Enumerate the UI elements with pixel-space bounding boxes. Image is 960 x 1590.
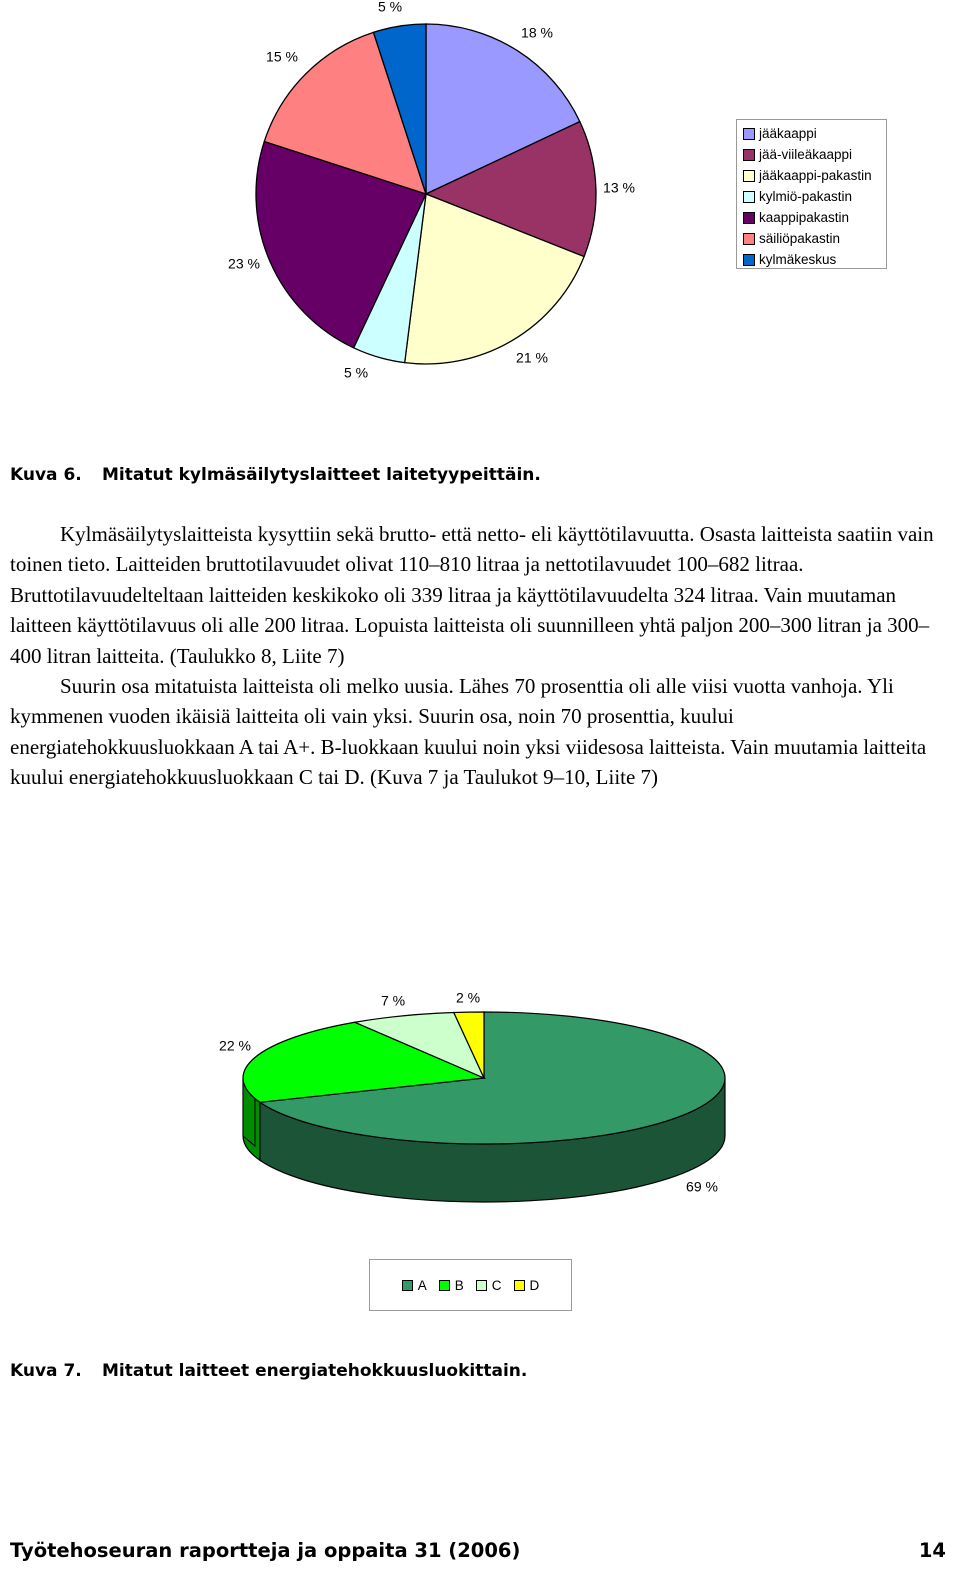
figure7-caption <box>10 1361 527 1381</box>
figure7-caption-number: Kuva 7. <box>10 1361 82 1381</box>
figure6-caption-text: Mitatut kylmäsäilytyslaitteet laitetyypeittäin. <box>102 465 541 485</box>
legend-label: jääkaappi-pakastin <box>759 168 872 183</box>
device-type-legend <box>736 119 887 269</box>
pie-data-label: 18 % <box>521 24 553 41</box>
pie-data-label: 13 % <box>603 179 635 196</box>
legend-label: D <box>529 1277 540 1293</box>
pie-data-label: 5 % <box>343 364 369 381</box>
legend-swatch <box>743 128 755 140</box>
legend-swatch <box>402 1280 413 1291</box>
legend-swatch <box>743 254 755 266</box>
legend-label: jääkaappi <box>759 126 817 141</box>
legend-label: kaappipakastin <box>759 210 850 225</box>
legend-item <box>743 165 886 186</box>
page-footer <box>10 1539 946 1562</box>
body-paragraph-1: Kylmäsäilytyslaitteista kysyttiin sekä brutto- että netto- eli käyttötilavuutta. Osasta laitteista saatiin vain toinen tieto. Laitteiden bruttotilavuudet olivat 110–810 litraa ja nettotilavuudet 100–682 litraa. Bruttotilavuudelteltaan laitteiden keskikoko oli 339 litraa ja käyttötilavuudelta 324 litraa. Vain muutaman laitteen käyttötilavuus oli alle 200 litraa. Lopuista laitteista oli suunnilleen yhtä paljon 200–300 litran ja 300–400 litran laitteita. (Taulukko 8, Liite 7) <box>10 522 934 668</box>
legend-swatch <box>514 1280 525 1291</box>
energy-class-legend <box>369 1259 572 1311</box>
legend-item <box>743 228 886 249</box>
pie-data-label: 21 % <box>516 349 548 366</box>
legend-swatch <box>743 233 755 245</box>
body-text <box>10 519 940 793</box>
pie3d-data-label: 22 % <box>219 1037 251 1054</box>
legend-label: jää-viileäkaappi <box>759 147 853 162</box>
legend-item <box>743 207 886 228</box>
energy-class-3d-pie-chart <box>0 970 960 1230</box>
pie-data-label: 5 % <box>377 0 403 15</box>
legend-item <box>743 144 886 165</box>
figure7-caption-text: Mitatut laitteet energiatehokkuusluokittain. <box>102 1361 528 1381</box>
legend-item <box>514 1278 540 1293</box>
pie3d-data-label: 7 % <box>380 992 406 1009</box>
legend-item <box>743 123 886 144</box>
figure6-caption-number: Kuva 6. <box>10 465 82 485</box>
legend-swatch <box>743 212 755 224</box>
legend-label: kylmäkeskus <box>759 252 837 267</box>
footer-page-number: 14 <box>918 1539 946 1562</box>
pie-data-label: 23 % <box>228 255 260 272</box>
pie-data-label: 15 % <box>266 48 298 65</box>
legend-item <box>439 1278 464 1293</box>
legend-swatch <box>743 149 755 161</box>
legend-label: kylmiö-pakastin <box>759 189 853 204</box>
legend-item <box>743 186 886 207</box>
legend-swatch <box>439 1280 450 1291</box>
body-paragraph-2: Suurin osa mitatuista laitteista oli melko uusia. Lähes 70 prosenttia oli alle viisi vuotta vanhoja. Yli kymmenen vuoden ikäisiä laitteita oli vain yksi. Suurin osa, noin 70 prosenttia, kuului energiatehokkuusluokkaan A tai A+. B-luokkaan kuului noin yksi viidesosa laitteista. Vain muutamia laitteita kuului energiatehokkuusluokkaan C tai D. (Kuva 7 ja Taulukot 9–10, Liite 7) <box>10 674 927 790</box>
legend-item <box>402 1278 427 1293</box>
pie3d-data-label: 69 % <box>686 1178 718 1195</box>
legend-item <box>743 249 886 270</box>
legend-swatch <box>743 170 755 182</box>
legend-item <box>476 1278 502 1293</box>
legend-label: C <box>491 1277 502 1293</box>
legend-swatch <box>476 1280 487 1291</box>
pie3d-data-label: 2 % <box>455 989 481 1006</box>
legend-label: A <box>417 1277 427 1293</box>
legend-swatch <box>743 191 755 203</box>
footer-series-title: Työtehoseuran raportteja ja oppaita 31 (2006) <box>10 1539 521 1562</box>
legend-label: säiliöpakastin <box>759 231 841 246</box>
figure6-caption <box>10 465 541 485</box>
legend-label: B <box>454 1277 464 1293</box>
